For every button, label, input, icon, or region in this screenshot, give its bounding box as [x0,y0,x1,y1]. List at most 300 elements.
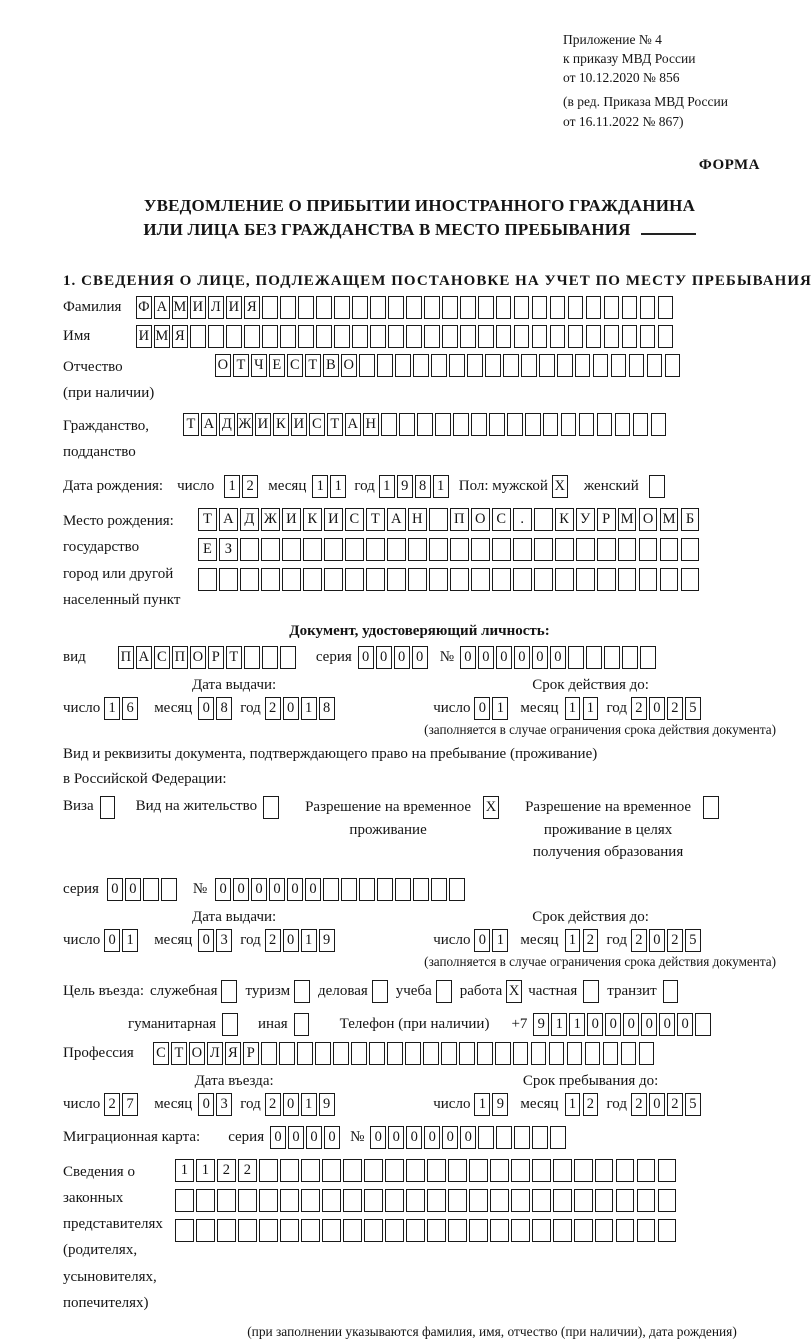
stay-day-box[interactable]: 1 [474,1093,490,1116]
surname-char-box[interactable] [460,296,476,319]
stay-year-box[interactable]: 2 [631,1093,647,1116]
phone-digit-box[interactable]: 0 [605,1013,621,1036]
firstname-char-box[interactable] [622,325,638,348]
surname-char-box[interactable]: И [190,296,206,319]
migration-series-box[interactable]: 0 [270,1126,286,1149]
doc-kind-char-box[interactable]: П [172,646,188,669]
firstname-char-box[interactable] [352,325,368,348]
profession-char-box[interactable] [333,1042,349,1065]
residence-number-box[interactable] [341,878,357,901]
patronymic-char-box[interactable] [611,354,627,377]
citizenship-char-box[interactable] [615,413,631,436]
firstname-char-box[interactable] [190,325,206,348]
patronymic-char-box[interactable]: С [287,354,303,377]
phone-digit-box[interactable]: 0 [659,1013,675,1036]
residence-series-box[interactable] [143,878,159,901]
gender-female-checkbox[interactable] [649,475,665,498]
profession-char-box[interactable]: Я [225,1042,241,1065]
birthplace-char-box[interactable] [471,568,490,591]
birthplace-char-box[interactable]: З [219,538,238,561]
birthplace-char-box[interactable]: Н [408,508,427,531]
surname-char-box[interactable] [316,296,332,319]
expiry-month-box[interactable]: 1 [583,697,599,720]
representatives-char-box[interactable] [385,1189,404,1212]
residence-number-box[interactable]: 0 [251,878,267,901]
citizenship-char-box[interactable]: Д [219,413,235,436]
representatives-char-box[interactable] [406,1159,425,1182]
birthplace-char-box[interactable] [345,568,364,591]
residence-expiry-month-box[interactable]: 2 [583,929,599,952]
citizenship-char-box[interactable]: А [201,413,217,436]
residence-number-box[interactable]: 0 [287,878,303,901]
doc-number-box[interactable]: 0 [532,646,548,669]
phone-digit-box[interactable]: 1 [551,1013,567,1036]
firstname-char-box[interactable] [406,325,422,348]
residence-number-box[interactable]: 0 [215,878,231,901]
profession-char-box[interactable] [387,1042,403,1065]
stay-month-box[interactable]: 1 [565,1093,581,1116]
migration-number-box[interactable]: 0 [370,1126,386,1149]
purpose-work-checkbox[interactable]: X [506,980,522,1003]
birthplace-char-box[interactable] [324,568,343,591]
citizenship-char-box[interactable]: И [291,413,307,436]
citizenship-char-box[interactable] [543,413,559,436]
surname-char-box[interactable] [622,296,638,319]
citizenship-char-box[interactable] [381,413,397,436]
surname-char-box[interactable] [262,296,278,319]
citizenship-char-box[interactable] [507,413,523,436]
birthplace-char-box[interactable] [618,538,637,561]
surname-char-box[interactable] [532,296,548,319]
representatives-char-box[interactable] [196,1189,215,1212]
firstname-char-box[interactable] [496,325,512,348]
residence-permit-checkbox[interactable] [263,796,279,819]
birthplace-char-box[interactable]: О [471,508,490,531]
doc-number-box[interactable] [604,646,620,669]
birthplace-char-box[interactable]: К [555,508,574,531]
birthplace-char-box[interactable] [429,538,448,561]
profession-char-box[interactable] [531,1042,547,1065]
birth-month-box[interactable]: 1 [330,475,346,498]
birthplace-char-box[interactable]: И [282,508,301,531]
surname-char-box[interactable] [370,296,386,319]
profession-char-box[interactable]: О [189,1042,205,1065]
entry-year-box[interactable]: 9 [319,1093,335,1116]
patronymic-char-box[interactable] [647,354,663,377]
firstname-char-box[interactable] [208,325,224,348]
profession-char-box[interactable] [513,1042,529,1065]
representatives-char-box[interactable] [574,1219,593,1242]
representatives-char-box[interactable] [448,1189,467,1212]
doc-kind-char-box[interactable]: А [136,646,152,669]
patronymic-char-box[interactable] [359,354,375,377]
stay-month-box[interactable]: 2 [583,1093,599,1116]
representatives-char-box[interactable] [301,1189,320,1212]
birthplace-char-box[interactable] [324,538,343,561]
citizenship-char-box[interactable] [579,413,595,436]
stay-year-box[interactable]: 2 [667,1093,683,1116]
representatives-char-box[interactable] [385,1159,404,1182]
patronymic-char-box[interactable]: Е [269,354,285,377]
representatives-char-box[interactable] [259,1159,278,1182]
migration-number-box[interactable]: 0 [442,1126,458,1149]
profession-char-box[interactable]: Л [207,1042,223,1065]
representatives-char-box[interactable] [553,1159,572,1182]
representatives-char-box[interactable] [301,1159,320,1182]
entry-month-box[interactable]: 3 [216,1093,232,1116]
residence-issue-year-box[interactable]: 0 [283,929,299,952]
doc-number-box[interactable] [640,646,656,669]
birthplace-char-box[interactable] [618,568,637,591]
firstname-char-box[interactable] [424,325,440,348]
purpose-private-checkbox[interactable] [583,980,599,1003]
birthplace-char-box[interactable]: Т [366,508,385,531]
representatives-char-box[interactable] [427,1159,446,1182]
birthplace-char-box[interactable] [597,538,616,561]
residence-expiry-year-box[interactable]: 5 [685,929,701,952]
representatives-char-box[interactable] [490,1189,509,1212]
issue-month-box[interactable]: 0 [198,697,214,720]
citizenship-char-box[interactable]: Н [363,413,379,436]
firstname-char-box[interactable] [460,325,476,348]
birthplace-char-box[interactable] [240,538,259,561]
patronymic-char-box[interactable]: О [215,354,231,377]
representatives-char-box[interactable] [217,1219,236,1242]
residence-number-box[interactable] [377,878,393,901]
profession-char-box[interactable]: Р [243,1042,259,1065]
residence-expiry-year-box[interactable]: 2 [631,929,647,952]
birthplace-char-box[interactable] [408,568,427,591]
citizenship-char-box[interactable]: Ж [237,413,253,436]
temp-residence-checkbox[interactable]: X [483,796,499,819]
birthplace-char-box[interactable] [408,538,427,561]
birthplace-char-box[interactable] [534,508,553,531]
representatives-char-box[interactable] [364,1189,383,1212]
migration-number-box[interactable] [496,1126,512,1149]
profession-char-box[interactable] [279,1042,295,1065]
issue-year-box[interactable]: 1 [301,697,317,720]
surname-char-box[interactable] [604,296,620,319]
representatives-char-box[interactable] [343,1219,362,1242]
migration-series-box[interactable]: 0 [306,1126,322,1149]
phone-digit-box[interactable]: 9 [533,1013,549,1036]
profession-char-box[interactable] [423,1042,439,1065]
firstname-char-box[interactable] [550,325,566,348]
representatives-char-box[interactable] [259,1189,278,1212]
patronymic-char-box[interactable]: О [341,354,357,377]
representatives-char-box[interactable] [175,1219,194,1242]
representatives-char-box[interactable]: 2 [217,1159,236,1182]
residence-issue-day-box[interactable]: 1 [122,929,138,952]
firstname-char-box[interactable] [514,325,530,348]
entry-year-box[interactable]: 0 [283,1093,299,1116]
entry-year-box[interactable]: 2 [265,1093,281,1116]
migration-series-box[interactable]: 0 [288,1126,304,1149]
birthplace-char-box[interactable] [471,538,490,561]
citizenship-char-box[interactable] [417,413,433,436]
birthplace-char-box[interactable]: Т [198,508,217,531]
residence-number-box[interactable]: 0 [305,878,321,901]
firstname-char-box[interactable] [640,325,656,348]
profession-char-box[interactable]: Т [171,1042,187,1065]
residence-number-box[interactable] [359,878,375,901]
representatives-char-box[interactable]: 2 [238,1159,257,1182]
representatives-char-box[interactable] [322,1189,341,1212]
birthplace-char-box[interactable] [282,568,301,591]
representatives-char-box[interactable] [658,1159,677,1182]
representatives-char-box[interactable] [532,1219,551,1242]
representatives-char-box[interactable] [616,1159,635,1182]
surname-char-box[interactable] [280,296,296,319]
representatives-char-box[interactable] [196,1219,215,1242]
birthplace-char-box[interactable] [429,508,448,531]
residence-issue-month-box[interactable]: 3 [216,929,232,952]
birthplace-char-box[interactable] [534,568,553,591]
patronymic-char-box[interactable] [377,354,393,377]
birthplace-char-box[interactable] [534,538,553,561]
birthplace-char-box[interactable]: О [639,508,658,531]
birthplace-char-box[interactable]: Е [198,538,217,561]
citizenship-char-box[interactable] [489,413,505,436]
birth-day-box[interactable]: 2 [242,475,258,498]
expiry-year-box[interactable]: 0 [649,697,665,720]
representatives-char-box[interactable] [658,1189,677,1212]
visa-checkbox[interactable] [100,796,116,819]
phone-digit-box[interactable]: 0 [587,1013,603,1036]
profession-char-box[interactable]: С [153,1042,169,1065]
expiry-year-box[interactable]: 2 [631,697,647,720]
surname-char-box[interactable] [298,296,314,319]
migration-number-box[interactable]: 0 [406,1126,422,1149]
profession-char-box[interactable] [369,1042,385,1065]
surname-char-box[interactable] [640,296,656,319]
birthplace-char-box[interactable] [303,568,322,591]
birthplace-char-box[interactable] [450,568,469,591]
birthplace-char-box[interactable]: . [513,508,532,531]
residence-number-box[interactable] [323,878,339,901]
residence-number-box[interactable]: 0 [233,878,249,901]
citizenship-char-box[interactable] [633,413,649,436]
firstname-char-box[interactable] [244,325,260,348]
firstname-char-box[interactable] [334,325,350,348]
patronymic-char-box[interactable] [431,354,447,377]
stay-year-box[interactable]: 0 [649,1093,665,1116]
doc-number-box[interactable] [568,646,584,669]
profession-char-box[interactable] [549,1042,565,1065]
representatives-char-box[interactable] [406,1189,425,1212]
birthplace-char-box[interactable] [366,538,385,561]
temp-residence-education-checkbox[interactable] [703,796,719,819]
phone-digit-box[interactable]: 0 [641,1013,657,1036]
doc-series-box[interactable]: 0 [358,646,374,669]
expiry-month-box[interactable]: 1 [565,697,581,720]
patronymic-char-box[interactable] [503,354,519,377]
representatives-char-box[interactable] [637,1189,656,1212]
surname-char-box[interactable]: И [226,296,242,319]
residence-number-box[interactable] [449,878,465,901]
citizenship-char-box[interactable]: Т [327,413,343,436]
surname-char-box[interactable] [496,296,512,319]
issue-year-box[interactable]: 8 [319,697,335,720]
birthplace-char-box[interactable]: И [324,508,343,531]
citizenship-char-box[interactable]: Т [183,413,199,436]
representatives-char-box[interactable] [595,1159,614,1182]
representatives-char-box[interactable] [574,1159,593,1182]
firstname-char-box[interactable] [568,325,584,348]
firstname-char-box[interactable] [298,325,314,348]
residence-issue-month-box[interactable]: 0 [198,929,214,952]
representatives-char-box[interactable] [259,1219,278,1242]
firstname-char-box[interactable] [280,325,296,348]
birth-day-box[interactable]: 1 [224,475,240,498]
representatives-char-box[interactable] [448,1159,467,1182]
patronymic-char-box[interactable] [593,354,609,377]
patronymic-char-box[interactable] [629,354,645,377]
birth-year-box[interactable]: 9 [397,475,413,498]
firstname-char-box[interactable] [478,325,494,348]
representatives-char-box[interactable] [343,1189,362,1212]
issue-month-box[interactable]: 8 [216,697,232,720]
representatives-char-box[interactable] [637,1159,656,1182]
doc-series-box[interactable]: 0 [412,646,428,669]
representatives-char-box[interactable] [532,1189,551,1212]
doc-kind-char-box[interactable]: Р [208,646,224,669]
firstname-char-box[interactable] [586,325,602,348]
representatives-char-box[interactable] [511,1159,530,1182]
patronymic-char-box[interactable] [575,354,591,377]
migration-number-box[interactable]: 0 [388,1126,404,1149]
birthplace-char-box[interactable] [261,568,280,591]
birth-year-box[interactable]: 8 [415,475,431,498]
phone-digit-box[interactable] [695,1013,711,1036]
migration-number-box[interactable] [532,1126,548,1149]
representatives-char-box[interactable] [511,1189,530,1212]
birthplace-char-box[interactable] [261,538,280,561]
surname-char-box[interactable]: Я [244,296,260,319]
profession-char-box[interactable] [477,1042,493,1065]
representatives-char-box[interactable] [616,1219,635,1242]
representatives-char-box[interactable]: 1 [196,1159,215,1182]
birthplace-char-box[interactable]: А [219,508,238,531]
surname-char-box[interactable]: Ф [136,296,152,319]
surname-char-box[interactable] [478,296,494,319]
birthplace-char-box[interactable]: У [576,508,595,531]
profession-char-box[interactable] [297,1042,313,1065]
patronymic-char-box[interactable] [521,354,537,377]
representatives-char-box[interactable] [469,1189,488,1212]
birthplace-char-box[interactable] [639,568,658,591]
citizenship-char-box[interactable] [561,413,577,436]
representatives-char-box[interactable] [385,1219,404,1242]
firstname-char-box[interactable] [226,325,242,348]
issue-day-box[interactable]: 1 [104,697,120,720]
patronymic-char-box[interactable] [665,354,681,377]
birth-month-box[interactable]: 1 [312,475,328,498]
profession-char-box[interactable] [639,1042,655,1065]
firstname-char-box[interactable] [442,325,458,348]
residence-issue-day-box[interactable]: 0 [104,929,120,952]
issue-day-box[interactable]: 6 [122,697,138,720]
birthplace-char-box[interactable] [639,538,658,561]
citizenship-char-box[interactable] [525,413,541,436]
residence-series-box[interactable]: 0 [125,878,141,901]
expiry-year-box[interactable]: 2 [667,697,683,720]
citizenship-char-box[interactable] [435,413,451,436]
profession-char-box[interactable] [603,1042,619,1065]
migration-number-box[interactable] [550,1126,566,1149]
entry-year-box[interactable]: 1 [301,1093,317,1116]
birthplace-char-box[interactable] [681,568,700,591]
citizenship-char-box[interactable] [597,413,613,436]
birthplace-char-box[interactable]: М [660,508,679,531]
purpose-transit-checkbox[interactable] [663,980,679,1003]
birthplace-char-box[interactable] [198,568,217,591]
patronymic-char-box[interactable]: В [323,354,339,377]
birthplace-char-box[interactable] [576,568,595,591]
surname-char-box[interactable] [658,296,674,319]
patronymic-char-box[interactable] [413,354,429,377]
expiry-year-box[interactable]: 5 [685,697,701,720]
birthplace-char-box[interactable] [282,538,301,561]
surname-char-box[interactable] [388,296,404,319]
surname-char-box[interactable] [406,296,422,319]
birth-year-box[interactable]: 1 [379,475,395,498]
representatives-char-box[interactable] [238,1189,257,1212]
surname-char-box[interactable] [586,296,602,319]
residence-expiry-year-box[interactable]: 2 [667,929,683,952]
representatives-char-box[interactable] [280,1159,299,1182]
birthplace-char-box[interactable] [219,568,238,591]
residence-expiry-day-box[interactable]: 0 [474,929,490,952]
stay-day-box[interactable]: 9 [492,1093,508,1116]
purpose-official-checkbox[interactable] [221,980,237,1003]
birthplace-char-box[interactable]: К [303,508,322,531]
profession-char-box[interactable] [405,1042,421,1065]
doc-number-box[interactable]: 0 [496,646,512,669]
doc-kind-char-box[interactable] [244,646,260,669]
representatives-char-box[interactable] [595,1189,614,1212]
representatives-char-box[interactable] [532,1159,551,1182]
representatives-char-box[interactable] [280,1189,299,1212]
profession-char-box[interactable] [351,1042,367,1065]
phone-digit-box[interactable]: 0 [677,1013,693,1036]
birthplace-char-box[interactable] [345,538,364,561]
birthplace-char-box[interactable]: А [387,508,406,531]
representatives-char-box[interactable] [490,1159,509,1182]
migration-number-box[interactable]: 0 [460,1126,476,1149]
surname-char-box[interactable]: А [154,296,170,319]
birthplace-char-box[interactable]: Д [240,508,259,531]
representatives-char-box[interactable] [217,1189,236,1212]
birthplace-char-box[interactable]: П [450,508,469,531]
patronymic-char-box[interactable] [485,354,501,377]
citizenship-char-box[interactable] [399,413,415,436]
citizenship-char-box[interactable] [651,413,667,436]
birthplace-char-box[interactable] [387,538,406,561]
firstname-char-box[interactable] [532,325,548,348]
residence-number-box[interactable]: 0 [269,878,285,901]
entry-day-box[interactable]: 7 [122,1093,138,1116]
profession-char-box[interactable] [441,1042,457,1065]
birthplace-char-box[interactable] [681,538,700,561]
birth-year-box[interactable]: 1 [433,475,449,498]
expiry-day-box[interactable]: 0 [474,697,490,720]
representatives-char-box[interactable] [364,1219,383,1242]
birthplace-char-box[interactable]: С [492,508,511,531]
representatives-char-box[interactable] [364,1159,383,1182]
birthplace-char-box[interactable] [513,538,532,561]
birthplace-char-box[interactable]: С [345,508,364,531]
